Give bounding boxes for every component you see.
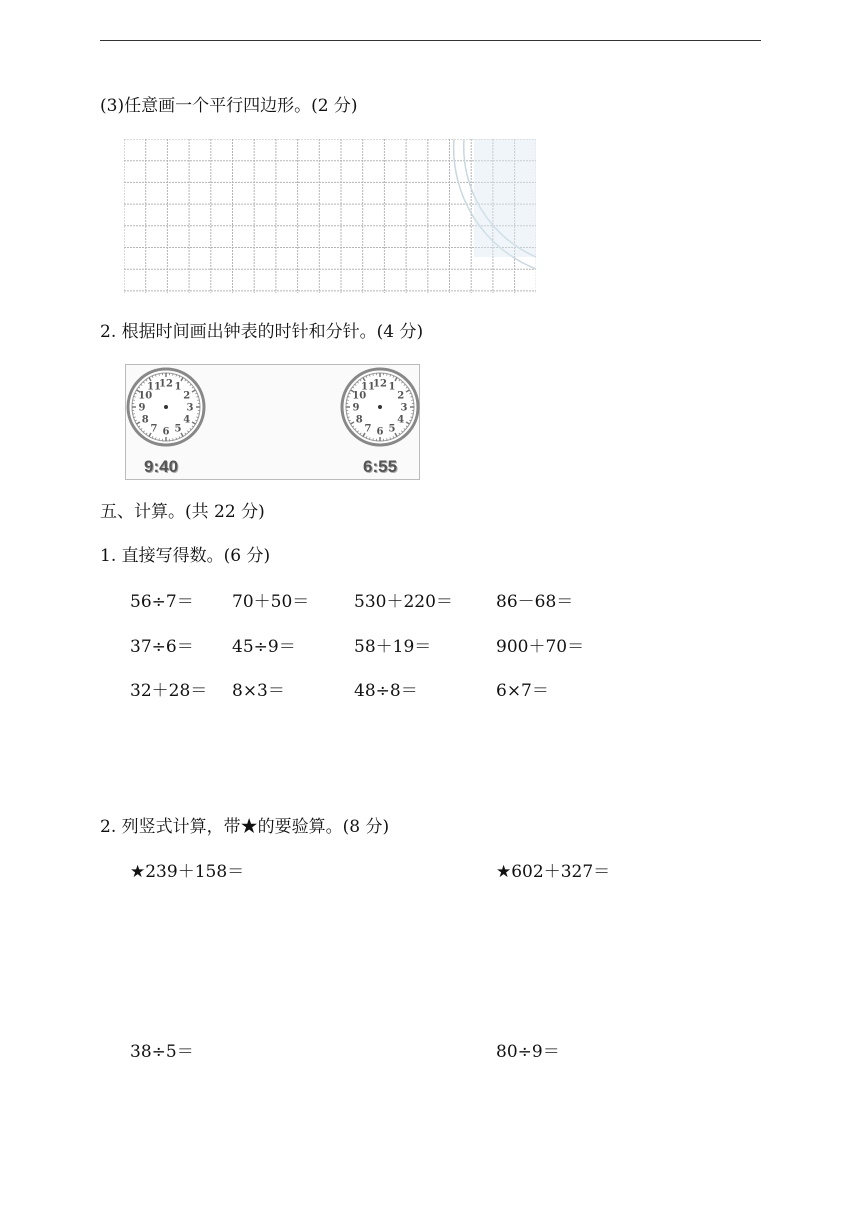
clock-number: 8 xyxy=(355,414,363,426)
calc-item: 56÷7＝ xyxy=(130,592,194,612)
clock-number: 1 xyxy=(388,381,396,393)
calc-item: 32＋28＝ xyxy=(130,681,208,701)
clock-number: 11 xyxy=(361,381,375,393)
clock-number: 12 xyxy=(159,378,173,390)
clock-number: 7 xyxy=(364,423,372,435)
clock-number: 2 xyxy=(397,390,405,402)
clock-number: 10 xyxy=(138,390,153,402)
clock-number: 12 xyxy=(373,378,387,390)
calc-item: 48÷8＝ xyxy=(354,681,418,701)
vertical-calc-item: ★239＋158＝ xyxy=(130,862,245,882)
clock-number: 8 xyxy=(141,414,149,426)
clock-number: 7 xyxy=(150,423,158,435)
calc-item: 86－68＝ xyxy=(496,592,574,612)
q1-title: 1. 直接写得数。(6 分) xyxy=(100,546,271,566)
vertical-calc-item: ★602＋327＝ xyxy=(496,862,611,882)
calc-item: 900＋70＝ xyxy=(496,637,585,657)
clock-number: 6 xyxy=(376,426,384,438)
calc-item: 70＋50＝ xyxy=(232,592,310,612)
calc-item: 8×3＝ xyxy=(232,681,285,701)
drawing-grid[interactable] xyxy=(124,139,536,293)
calc-item: 58＋19＝ xyxy=(354,637,432,657)
section5-title: 五、计算。(共 22 分) xyxy=(100,502,265,522)
vertical-calc-item: 80÷9＝ xyxy=(496,1042,560,1062)
clock-time-1: 9:40 xyxy=(144,457,179,476)
vertical-calc-item: 38÷5＝ xyxy=(130,1042,194,1062)
header-rule xyxy=(100,40,761,41)
clock-number: 11 xyxy=(147,381,161,393)
clock-number: 9 xyxy=(352,402,360,414)
watermark-block xyxy=(474,139,536,257)
clock-face-1[interactable] xyxy=(126,367,206,447)
calc-item: 530＋220＝ xyxy=(354,592,453,612)
clock-number: 5 xyxy=(388,423,396,435)
clock-number: 9 xyxy=(138,402,146,414)
clock-number: 4 xyxy=(397,414,405,426)
calc-item: 45÷9＝ xyxy=(232,637,296,657)
q2-vertical-title: 2. 列竖式计算，带★的要验算。(8 分) xyxy=(100,817,390,837)
q3-title: (3)任意画一个平行四边形。(2 分) xyxy=(100,96,358,116)
clock-number: 3 xyxy=(400,402,408,414)
calc-item: 6×7＝ xyxy=(496,681,549,701)
clock-number: 5 xyxy=(174,423,182,435)
clock-number: 2 xyxy=(183,390,191,402)
clock-panel xyxy=(125,364,420,480)
clock-number: 10 xyxy=(352,390,367,402)
clock-number: 4 xyxy=(183,414,191,426)
q2-clock-title: 2. 根据时间画出钟表的时针和分针。(4 分) xyxy=(100,322,424,342)
clock-number: 3 xyxy=(186,402,194,414)
clock-number: 6 xyxy=(162,426,170,438)
clock-face-2[interactable] xyxy=(340,367,420,447)
clock-number: 1 xyxy=(174,381,182,393)
calc-item: 37÷6＝ xyxy=(130,637,194,657)
clock-time-2: 6:55 xyxy=(363,457,398,476)
